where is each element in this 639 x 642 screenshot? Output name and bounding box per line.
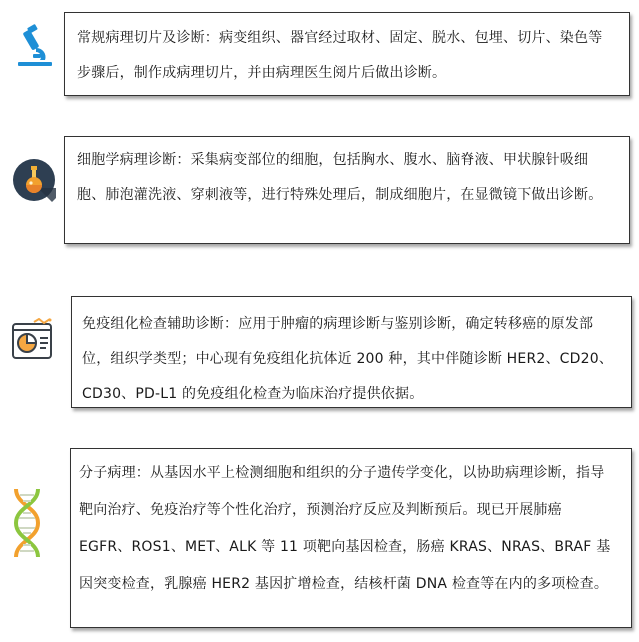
section-text: 常规病理切片及诊断：病变组织、器官经过取材、固定、脱水、包埋、切片、染色等步骤后，制作成病理切片，并由病理医生阅片后做出诊断。 (77, 30, 603, 81)
text-box-routine-pathology (64, 12, 630, 96)
section-text: 分子病理：从基因水平上检测细胞和组织的分子遗传学变化，以协助病理诊断，指导靶向治疗、免疫治疗等个性化治疗，预测治疗反应及判断预后。现已开展肺癌 EGFR、ROS1、MET、ALK 等 11 项靶向基因检查，肠癌 KRAS、NRAS、BRAF 基因突变检查，乳腺癌 HER2 基因扩增检查，结核杆菌 DNA 检查等在内的多项检查。 (79, 465, 611, 592)
flask-badge-icon (12, 158, 56, 202)
text-box-cytology (64, 136, 630, 244)
microscope-icon (14, 24, 56, 68)
section-text: 免疫组化检查辅助诊断：应用于肿瘤的病理诊断与鉴别诊断，确定转移癌的原发部位，组织学类型；中心现有免疫组化抗体近 200 种，其中伴随诊断 HER2、CD20、CD30、PD-L1 的免疫组化检查为临床治疗提供依据。 (82, 316, 614, 402)
report-chart-icon (10, 318, 56, 362)
section-text: 细胞学病理诊断：采集病变部位的细胞，包括胸水、腹水、脑脊液、甲状腺针吸细胞、肺泡灌洗液、穿刺液等，进行特殊处理后，制成细胞片，在显微镜下做出诊断。 (77, 152, 603, 203)
text-box-molecular-pathology (70, 448, 632, 628)
text-box-immunohistochemistry (71, 296, 632, 408)
dna-icon (12, 487, 42, 559)
